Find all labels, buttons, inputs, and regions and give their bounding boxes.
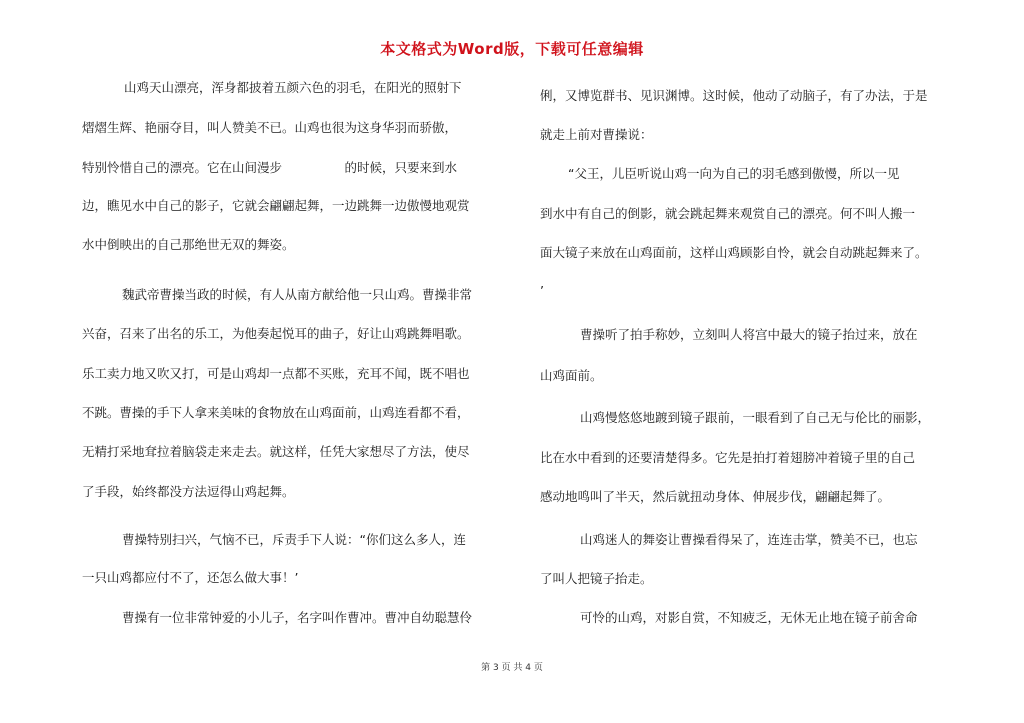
word-format-banner: 本文格式为Word版，下载可任意编辑 xyxy=(380,40,644,58)
text-line: 可怜的山鸡，对影自赏，不知疲乏，无休无止地在镜子前舍命 xyxy=(580,610,918,625)
text-line: ’ xyxy=(540,283,544,298)
text-line: 曹操特别扫兴，气恼不已，斥责手下人说：“你们这么多人，连 xyxy=(122,532,466,547)
text-line: 一只山鸡都应付不了，还怎么做大事！’ xyxy=(82,570,299,585)
text-line: 边，瞧见水中自己的影子，它就会翩翩起舞，一边跳舞一边傲慢地观赏 xyxy=(82,198,470,213)
text-line: 特别怜惜自己的漂亮。它在山间漫步 的时候，只要来到水 xyxy=(82,160,458,175)
text-line: 山鸡迷人的舞姿让曹操看得呆了，连连击掌，赞美不已，也忘 xyxy=(580,532,918,547)
text-line: 俐，又博览群书、见识渊博。这时候，他动了动脑子，有了办法，于是 xyxy=(540,88,928,103)
text-line: 就走上前对曹操说： xyxy=(540,127,653,142)
text-line: 兴奋，召来了出名的乐工，为他奏起悦耳的曲子，好让山鸡跳舞唱歌。 xyxy=(82,326,470,341)
text-line: 山鸡慢悠悠地踱到镜子跟前，一眼看到了自己无与伦比的丽影， xyxy=(580,410,931,425)
text-line: 了手段，始终都没方法逗得山鸡起舞。 xyxy=(82,484,295,499)
text-line: 水中倒映出的自己那绝世无双的舞姿。 xyxy=(82,237,295,252)
text-line: 曹操听了拍手称妙，立刻叫人将宫中最大的镜子抬过来，放在 xyxy=(580,327,918,342)
text-line: 了叫人把镜子抬走。 xyxy=(540,571,653,586)
text-line: “父王，儿臣听说山鸡一向为自己的羽毛感到傲慢，所以一见 xyxy=(568,166,900,181)
text-line: 山鸡面前。 xyxy=(540,368,603,383)
text-line: 魏武帝曹操当政的时候，有人从南方献给他一只山鸡。曹操非常 xyxy=(122,287,473,302)
text-line: 熠熠生辉、艳丽夺目，叫人赞美不已。山鸡也很为这身华羽而骄傲， xyxy=(82,120,458,135)
text-line: 乐工卖力地又吹又打，可是山鸡却一点都不买账，充耳不闻，既不唱也 xyxy=(82,366,470,381)
text-line: 感动地鸣叫了半天，然后就扭动身体、伸展步伐，翩翩起舞了。 xyxy=(540,489,891,504)
page-number-footer: 第 3 页 共 4 页 xyxy=(481,663,543,673)
text-line: 到水中有自己的倒影，就会跳起舞来观赏自己的漂亮。何不叫人搬一 xyxy=(540,206,916,221)
text-line: 山鸡天山漂亮，浑身都披着五颜六色的羽毛，在阳光的照射下 xyxy=(124,80,462,95)
text-line: 无精打采地耷拉着脑袋走来走去。就这样，任凭大家想尽了方法，使尽 xyxy=(82,444,470,459)
text-line: 曹操有一位非常钟爱的小儿子，名字叫作曹冲。曹冲自幼聪慧伶 xyxy=(122,610,473,625)
text-line: 比在水中看到的还要清楚得多。它先是拍打着翅膀冲着镜子里的自己 xyxy=(540,450,916,465)
text-line: 面大镜子来放在山鸡面前，这样山鸡顾影自怜，就会自动跳起舞来了。 xyxy=(540,245,928,260)
text-line: 不跳。曹操的手下人拿来美味的食物放在山鸡面前，山鸡连看都不看， xyxy=(82,405,470,420)
